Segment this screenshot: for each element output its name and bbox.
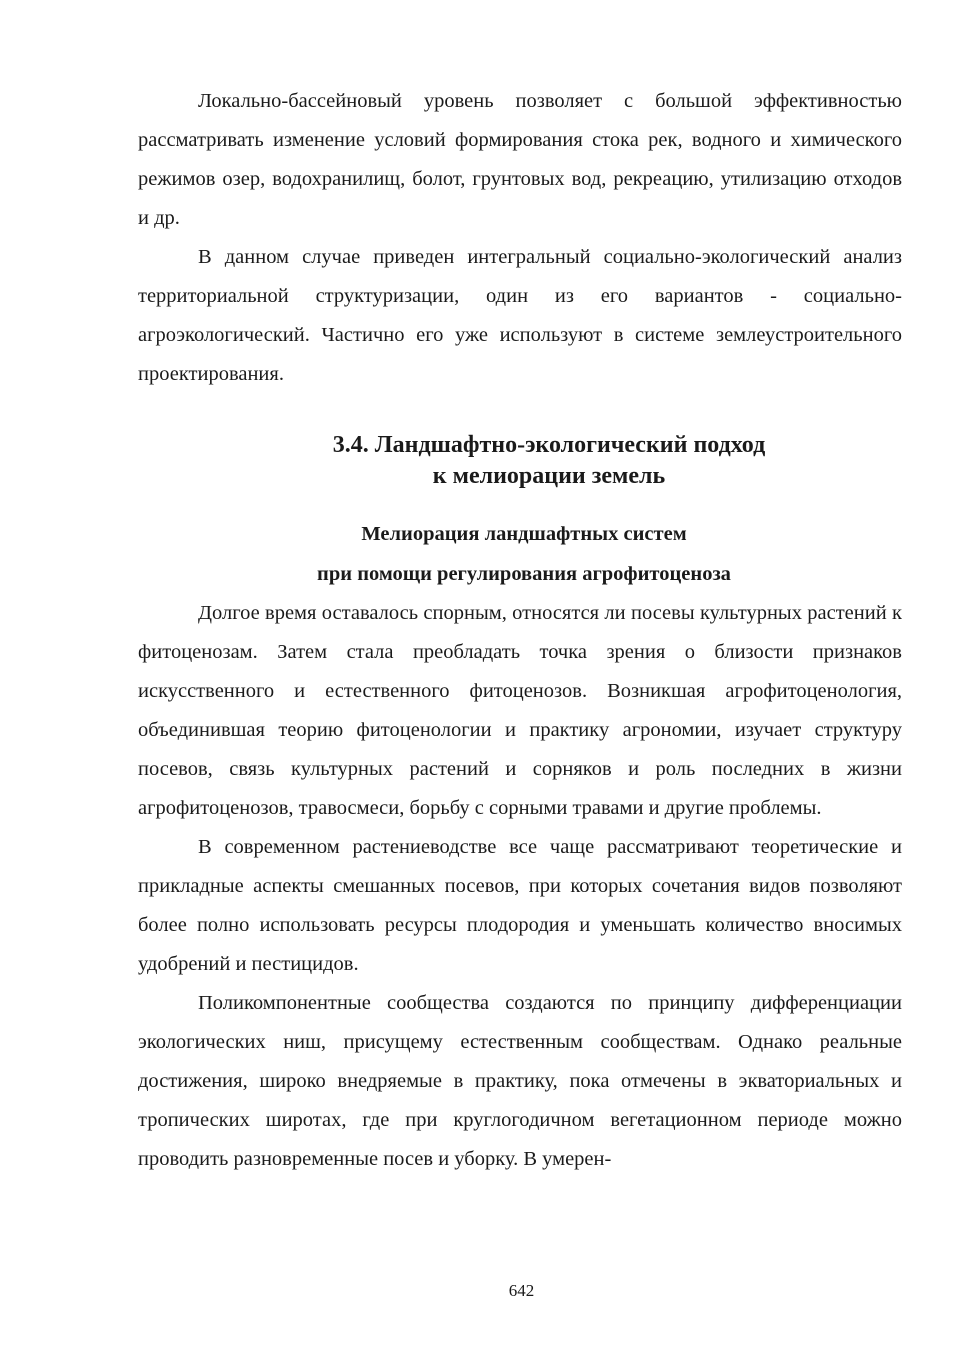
section-title-line-1: 3.4. Ландшафтно-экологический подход [332,432,766,458]
subsection-title-line-1: Мелиорация ландшафтных систем [361,523,687,545]
paragraph-polycomponent: Поликомпонентные сообщества создаются по принципу дифференциации экологических ниш, присущему естественным сообществам. Однако реальные достижения, широко внедряемые в практику, пока отмечены в экваториальных и тропических широтах, где при круглогодичном вегетационном периоде можно проводить разновременные посев и уборку. В умерен- [138,992,902,1170]
paragraph-agrophytocenology: Долгое время оставалось спорным, относятся ли посевы культурных растений к фитоценозам. Затем стала преобладать точка зрения о близости признаков искусственного и естественного фитоценозов. Возникшая агрофитоценология, объединившая теорию фитоценологии и практику агрономии, изучает структуру посевов, связь культурных растений и сорняков и роль последних в жизни агрофитоценозов, травосмеси, борьбу с сорными травами и другие проблемы. [138,602,902,819]
paragraph-integral-analysis: В данном случае приведен интегральный социально-экологический анализ территориальной структуризации, один из его вариантов - социально-агроэкологический. Частично его уже используют в системе землеустроительного проектирования. [138,246,902,385]
paragraph-local-basin: Локально-бассейновый уровень позволяет с большой эффективностью рассматривать изменение условий формирования стока рек, водного и химического режимов озер, водохранилищ, болот, грунтовых вод, рекреацию, утилизацию отходов и др. [138,90,902,229]
section-title-line-2: к мелиорации земель [432,463,666,489]
subsection-title-line-2: при помощи регулирования агрофитоценоза [317,563,731,585]
page-number: 642 [508,1281,535,1300]
subsection-title [138,514,902,594]
section-title [138,430,902,492]
page-content [138,82,902,1179]
paragraph-mixed-crops: В современном растениеводстве все чаще рассматривают теоретические и прикладные аспекты смешанных посевов, при которых сочетания видов позволяют более полно использовать ресурсы плодородия и уменьшать количество вносимых удобрений и пестицидов. [138,836,902,975]
